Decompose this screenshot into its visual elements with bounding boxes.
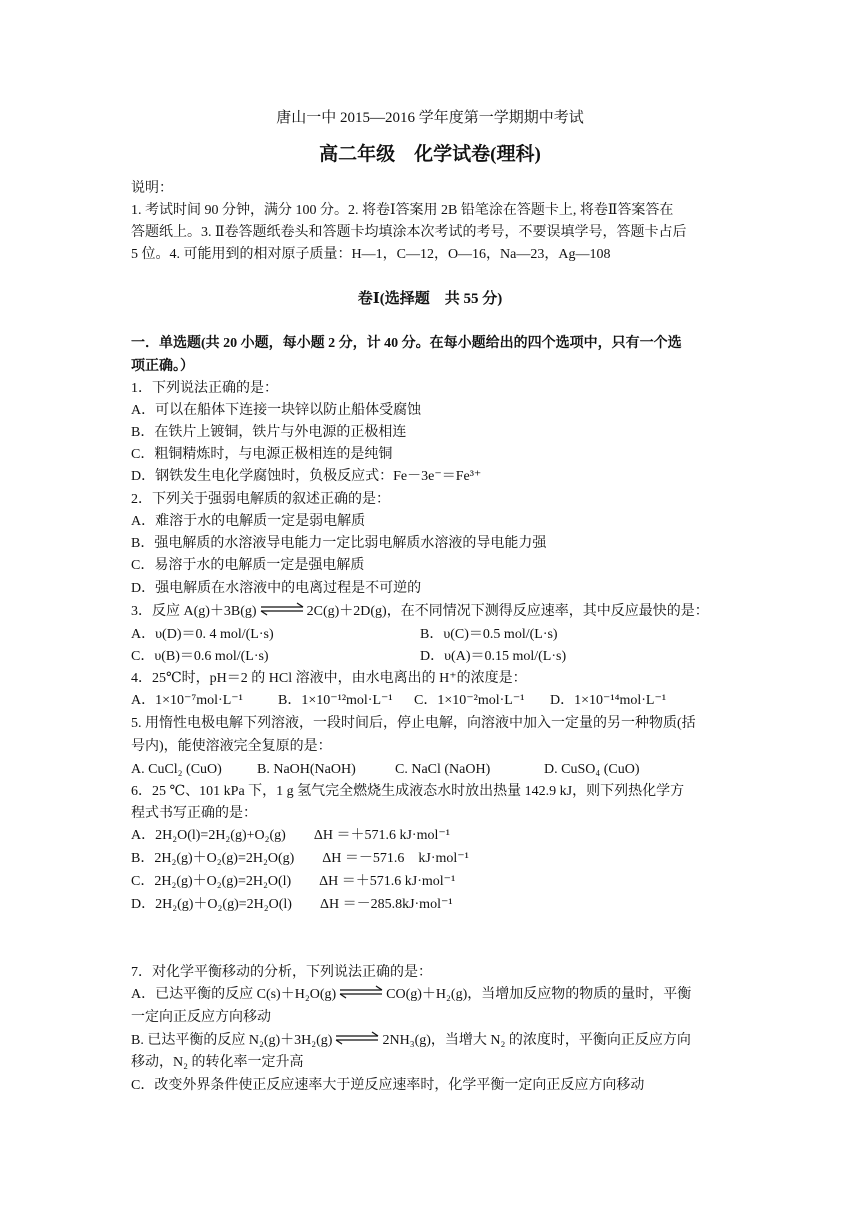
q1-option-c: C．粗铜精炼时，与电源正极相连的是纯铜: [131, 447, 393, 462]
q4-option-c: C．1×10⁻²mol·L⁻¹: [414, 693, 525, 708]
q3-option-d: D．υ(A)＝0.15 mol/(L·s): [420, 649, 567, 664]
equilibrium-arrow-icon: [334, 1031, 380, 1045]
q1-option-a: A．可以在船体下连接一块锌以防止船体受腐蚀: [131, 403, 422, 418]
q4-option-a: A．1×10⁻⁷mol·L⁻¹: [131, 693, 243, 708]
part1-heading-line-2: 项正确。）: [131, 359, 194, 374]
q7-option-b-right: 2NH₃(g)，当增大 N₂ 的浓度时，平衡向正反应方向: [382, 1033, 691, 1048]
instructions-label: 说明：: [131, 181, 173, 196]
q5-stem-line-2: 号内)，能使溶液完全复原的是：: [131, 739, 332, 754]
q7-option-a-line-2: 一定向正反应方向移动: [131, 1010, 271, 1025]
part1-heading-line-1: 一．单选题(共 20 小题，每小题 2 分，计 40 分。在每小题给出的四个选项中，只有一个选: [131, 336, 682, 351]
q7-option-b-line-2: 移动，N₂ 的转化率一定升高: [131, 1055, 304, 1070]
q6-option-c: C．2H₂(g)＋O₂(g)=2H₂O(l) ΔH ＝＋571.6 kJ·mol⁻¹: [131, 874, 456, 889]
instructions-line-3: 5 位。4. 可能用到的相对原子质量：H—1，C—12，O—16，Na—23，Ag—108: [131, 247, 611, 262]
q2-option-d: D．强电解质在水溶液中的电离过程是不可逆的: [131, 581, 422, 596]
q6-stem-line-2: 程式书写正确的是：: [131, 806, 257, 821]
q7-option-a-left: A．已达平衡的反应 C(s)＋H₂O(g): [131, 987, 337, 1002]
instructions-line-2: 答题纸上。3. Ⅱ卷答题纸卷头和答题卡均填涂本次考试的考号，不要误填学号，答题卡占后: [131, 225, 687, 240]
q7-option-b: [131, 1030, 691, 1051]
q4-option-b: B．1×10⁻¹²mol·L⁻¹: [278, 693, 393, 708]
q5-option-a: A. CuCl₂ (CuO): [131, 762, 222, 777]
q6-option-b: B．2H₂(g)＋O₂(g)=2H₂O(g) ΔH ＝－571.6 kJ·mol⁻¹: [131, 851, 469, 866]
q3-stem-left: 3．反应 A(g)＋3B(g): [131, 604, 257, 619]
q3-option-c: C．υ(B)＝0.6 mol/(L·s): [131, 649, 269, 664]
q7-option-a: [131, 984, 691, 1005]
equilibrium-arrow-icon: [259, 602, 305, 616]
q5-stem-line-1: 5. 用惰性电极电解下列溶液，一段时间后，停止电解，向溶液中加入一定量的另一种物质(括: [131, 716, 696, 731]
q4-option-d: D．1×10⁻¹⁴mol·L⁻¹: [550, 693, 667, 708]
q3-option-a: A．υ(D)＝0. 4 mol/(L·s): [131, 627, 274, 642]
q1-option-b: B．在铁片上镀铜，铁片与外电源的正极相连: [131, 425, 407, 440]
section-title: 卷Ⅰ(选择题 共 55 分): [357, 291, 503, 307]
q7-stem: 7．对化学平衡移动的分析，下列说法正确的是：: [131, 965, 432, 980]
q6-option-d: D．2H₂(g)＋O₂(g)=2H₂O(l) ΔH ＝－285.8kJ·mol⁻¹: [131, 897, 453, 912]
q3-option-b: B．υ(C)＝0.5 mol/(L·s): [420, 627, 558, 642]
q1-option-d: D．钢铁发生电化学腐蚀时，负极反应式：Fe－3e⁻＝Fe³⁺: [131, 469, 482, 484]
q7-option-a-right: CO(g)＋H₂(g)，当增加反应物的物质的量时，平衡: [386, 987, 692, 1002]
q2-option-c: C．易溶于水的电解质一定是强电解质: [131, 558, 365, 573]
q1-stem: 1．下列说法正确的是：: [131, 381, 278, 396]
q3-stem-right: 2C(g)＋2D(g)，在不同情况下测得反应速率，其中反应最快的是：: [306, 604, 709, 619]
q7-option-c: C．改变外界条件使正反应速率大于逆反应速率时，化学平衡一定向正反应方向移动: [131, 1078, 645, 1093]
exam-subtitle: 高二年级 化学试卷(理科): [319, 144, 541, 165]
q5-option-c: C. NaCl (NaOH): [395, 762, 491, 777]
instructions-line-1: 1. 考试时间 90 分钟，满分 100 分。2. 将卷Ⅰ答案用 2B 铅笔涂在答题卡上, 将卷Ⅱ答案答在: [131, 203, 674, 218]
q2-option-a: A．难溶于水的电解质一定是弱电解质: [131, 514, 366, 529]
equilibrium-arrow-icon: [338, 985, 384, 999]
q6-option-a: A．2H₂O(l)=2H₂(g)+O₂(g) ΔH ＝＋571.6 kJ·mol⁻¹: [131, 828, 450, 843]
q2-option-b: B．强电解质的水溶液导电能力一定比弱电解质水溶液的导电能力强: [131, 536, 547, 551]
q3-stem: [131, 601, 709, 622]
q4-stem: 4．25℃时，pH＝2 的 HCl 溶液中，由水电离出的 H⁺的浓度是：: [131, 671, 527, 686]
q6-stem-line-1: 6．25 ℃、101 kPa 下，1 g 氢气完全燃烧生成液态水时放出热量 142.9 kJ，则下列热化学方: [131, 784, 685, 799]
q5-option-b: B. NaOH(NaOH): [257, 762, 356, 777]
exam-title: 唐山一中 2015—2016 学年度第一学期期中考试: [276, 110, 584, 126]
q2-stem: 2．下列关于强弱电解质的叙述正确的是：: [131, 492, 390, 507]
q7-option-b-left: B. 已达平衡的反应 N₂(g)＋3H₂(g): [131, 1033, 333, 1048]
q5-option-d: D. CuSO₄ (CuO): [544, 762, 640, 777]
